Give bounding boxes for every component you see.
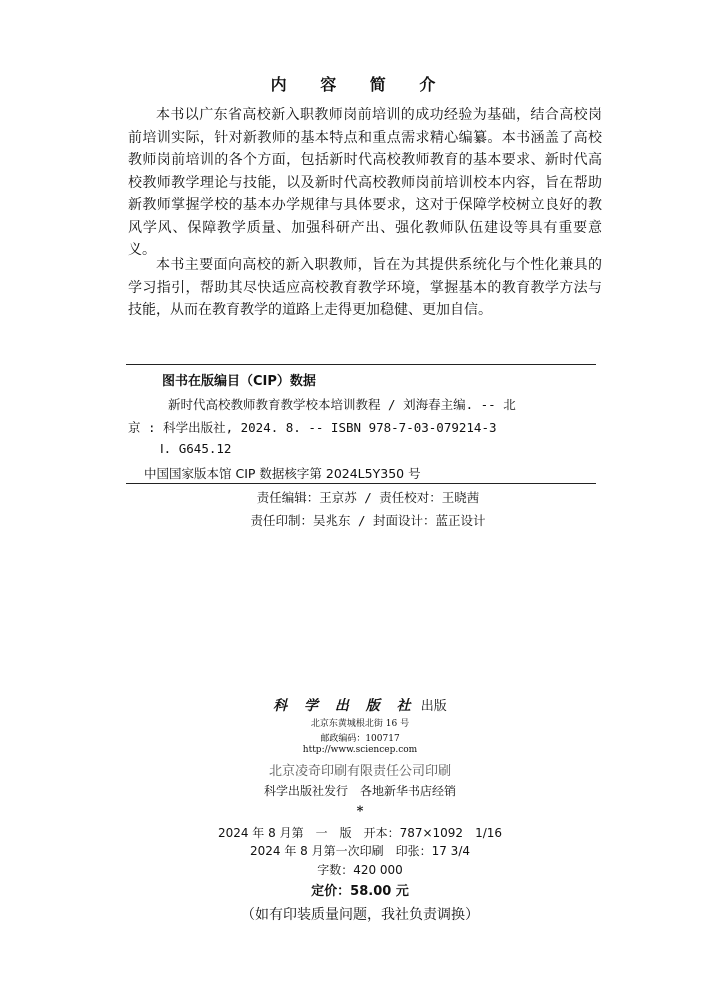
edition-line: 2024 年 8 月第 一 版 开本：787×1092 1/16 [217, 826, 503, 840]
cip-line-2: 京 : 科学出版社, 2024. 8. -- ISBN 978-7-03-079214-3 [128, 420, 497, 435]
price: 定价：58.00 元 [311, 884, 409, 899]
publisher-url: http://www.sciencep.com [302, 745, 418, 755]
publisher-address: 北京东黄城根北街 16 号 [310, 719, 410, 729]
page-title: 内 容 简 介 [270, 75, 450, 94]
printer-line: 北京凌奇印刷有限责任公司印刷 [268, 764, 451, 779]
cip-top-rule [126, 364, 596, 365]
production-line: 责任印制：吴兆东 / 封面设计：蓝正设计 [250, 513, 486, 528]
publisher-suffix: 出版 [416, 699, 447, 714]
intro-paragraph-2: 本书主要面向高校的新入职教师，旨在为其提供系统化与个性化兼具的学习指引，帮助其尽快适应高校教育教学环境，掌握基本的教育教学方法与技能，从而在教育教学的道路上走得更加稳健、更加自信。 [128, 257, 602, 318]
quality-notice: （如有印装质量问题，我社负责调换） [241, 907, 479, 923]
cip-heading: 图书在版编目（CIP）数据 [162, 374, 316, 389]
publisher-name: 科 学 出 版 社 [273, 698, 417, 714]
printing-line: 2024 年 8 月第一次印刷 印张：17 3/4 [249, 844, 470, 858]
cip-record-number: 中国国家版本馆 CIP 数据核字第 2024L5Y350 号 [144, 466, 421, 481]
intro-paragraph-1: 本书以广东省高校新入职教师岗前培训的成功经验为基础，结合高校岗前培训实际，针对新教师的基本特点和重点需求精心编纂。本书涵盖了高校教师岗前培训的各个方面，包括新时代高校教师教育的基本要求、新时代高校教师教学理论与技能，以及新时代高校教师岗前培训校本内容，旨在帮助新教师掌握学校的基本办学规律与具体要求，这对于保障学校树立良好的教风学风、保障教学质量、加强科研产出、强化教师队伍建设等具有重要意义。 [128, 107, 602, 258]
editors-line: 责任编辑：王京苏 / 责任校对：王晓茜 [256, 490, 480, 505]
cip-bottom-rule [126, 483, 596, 484]
separator-star: * [356, 804, 364, 819]
publisher-line [0, 695, 720, 715]
distribution-line: 科学出版社发行 各地新华书店经销 [263, 784, 456, 798]
cip-classification: Ⅰ. G645.12 [160, 441, 232, 456]
cip-line-1: 新时代高校教师教育教学校本培训教程 / 刘海春主编. -- 北 [168, 397, 516, 412]
word-count: 字数：420 000 [317, 863, 403, 877]
publisher-postal: 邮政编码：100717 [320, 734, 400, 744]
